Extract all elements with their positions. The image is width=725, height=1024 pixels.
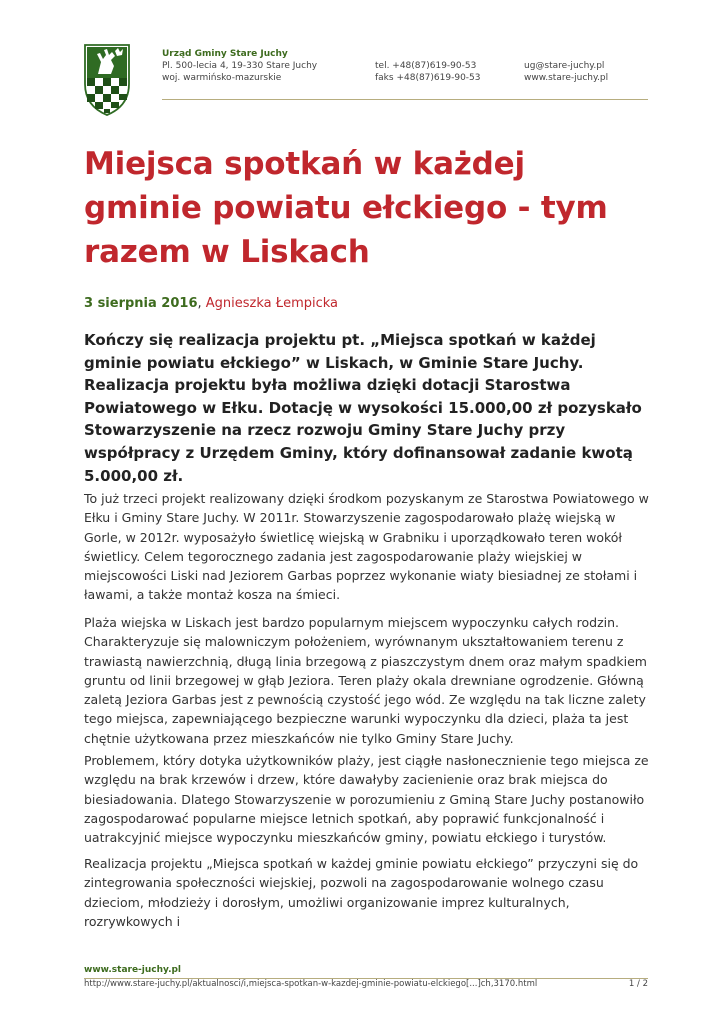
org-name: Urząd Gminy Stare Juchy <box>162 49 288 59</box>
article-paragraph-2: Plaża wiejska w Liskach jest bardzo popularnym miejscem wypoczynku całych rodzin. Charakteryzuje się malowniczym położeniem, wyrównanym ukształtowaniem terenu z trawiastą nawierzchnią, długą linia brzegową z piaszczystym dnem oraz małym spadkiem gruntu od linii brzegowej w głąb Jeziora. Teren plaży okala drewniane ogrodzenie. Główną zaletą Jeziora Garbas jest z pewnością czystość jego wód. Ze względu na tak liczne zalety tego miejsca, zapewniającego bezpieczne warunki wypoczynku dla dzieci, plaża ta jest chętnie użytkowana przez mieszkańców nie tylko Gminy Stare Juchy. <box>84 615 647 746</box>
footer-site[interactable]: www.stare-juchy.pl <box>84 965 182 975</box>
fax-number: faks +48(87)619-90-53 <box>375 73 481 83</box>
article-paragraph-4: Realizacja projektu „Miejsca spotkań w każdej gminie powiatu ełckiego” przyczyni się do zintegrowania społeczności wiejskiej, pozwoli na zagospodarowanie wolnego czasu dzieciom, młodzieży i dorosłym, umożliwi organizowanie imprez kulturalnych, rozrywkowych i <box>84 856 639 929</box>
page-number: 1 / 2 <box>628 979 648 989</box>
header-divider <box>162 99 648 100</box>
article-lead: Kończy się realizacja projektu pt. „Miejsca spotkań w każdej gminie powiatu ełckiego” w Liskach, w Gminie Stare Juchy. Realizacja projektu była możliwa dzięki dotacji Starostwa Powiatowego w Ełku. Dotację w wysokości 15.000,00 zł pozyskało Stowarzyszenie na rzecz rozwoju Gminy Stare Juchy przy współpracy z Urzędem Gminy, który dofinansował zadanie kwotą 5.000,00 zł. <box>84 331 642 485</box>
article-author[interactable]: Agnieszka Łempicka <box>205 296 339 311</box>
article-paragraph-1: To już trzeci projekt realizowany dzięki środkom pozyskanym ze Starostwa Powiatowego w Ełku i Gminy Stare Juchy. W 2011r. Stowarzyszenie zagospodarowało plażę wiejską w Gorle, w 2012r. wyposażyło świetlicę wiejską w Grabniku i uporządkowało teren wokół świetlicy. Celem tegorocznego zadania jest zagospodarowanie plaży wiejskiej w miejscowości Liski nad Jeziorem Garbas poprzez wykonanie wiaty biesiadnej ze stołami i ławami, a także montaż kosza na śmieci. <box>84 491 649 603</box>
article-meta <box>84 295 338 313</box>
page-header <box>84 44 648 100</box>
article-title: Miejsca spotkań w każdej gminie powiatu ełckiego - tym razem w Liskach <box>84 146 608 270</box>
meta-separator: , <box>197 296 202 311</box>
phone-block <box>375 60 481 84</box>
footer-url[interactable]: http://www.stare-juchy.pl/aktualnosci/i,miejsca-spotkan-w-kazdej-gminie-powiatu-elckiego[...]ch,3170.html <box>84 979 538 989</box>
phone-number: tel. +48(87)619-90-53 <box>375 61 477 71</box>
org-block <box>162 48 317 84</box>
article-date: 3 sierpnia 2016 <box>84 296 198 311</box>
web-block <box>524 60 608 84</box>
address-line-2: woj. warmińsko-mazurskie <box>162 73 282 83</box>
coat-of-arms-icon <box>84 44 130 116</box>
website-link[interactable]: www.stare-juchy.pl <box>524 73 609 83</box>
address-line-1: Pl. 500-lecia 4, 19-330 Stare Juchy <box>162 61 318 71</box>
email-link[interactable]: ug@stare-juchy.pl <box>524 61 605 71</box>
article-paragraph-3: Problemem, który dotyka użytkowników plaży, jest ciągłe nasłonecznienie tego miejsca ze względu na brak krzewów i drzew, które dawałyby zacienienie oraz brak miejsca do biesiadowania. Dlatego Stowarzyszenie w porozumieniu z Gminą Stare Juchy postanowiło zagospodarować popularne miejsce letnich spotkań, aby poprawić funkcjonalność i uatrakcyjnić miejsce wypoczynku mieszkańców gminy, powiatu ełckiego i turystów. <box>84 753 649 846</box>
